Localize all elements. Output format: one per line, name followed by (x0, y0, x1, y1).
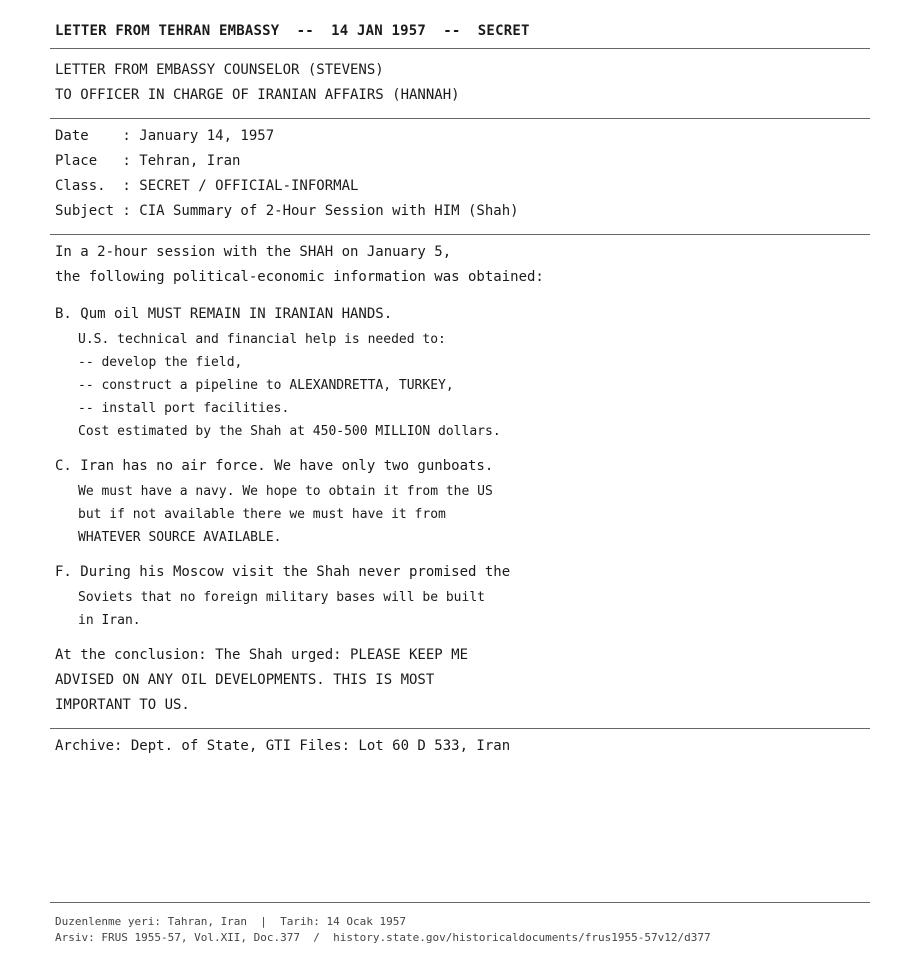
section-f-heading: F. During his Moscow visit the Shah never promised the (55, 564, 511, 580)
intro-line-2: the following political-economic information was obtained: (55, 269, 544, 285)
footer-place-date: Duzenlenme yeri: Tahran, Iran | Tarih: 14 Ocak 1957 (55, 915, 406, 928)
section-b-heading: B. Qum oil MUST REMAIN IN IRANIAN HANDS. (55, 306, 393, 322)
divider-meta (50, 234, 870, 235)
section-b-line: -- install port facilities. (78, 401, 290, 416)
section-c-line: WHATEVER SOURCE AVAILABLE. (78, 530, 282, 545)
conclusion-line: IMPORTANT TO US. (55, 697, 190, 713)
meta-subject: Subject : CIA Summary of 2-Hour Session with HIM (Shah) (55, 203, 519, 219)
footer-source: Arsiv: FRUS 1955-57, Vol.XII, Doc.377 / history.state.gov/historicaldocuments/frus1955-57v12/d377 (55, 931, 711, 944)
address-to: TO OFFICER IN CHARGE OF IRANIAN AFFAIRS (HANNAH) (55, 87, 460, 103)
section-b-line: Cost estimated by the Shah at 450-500 MILLION dollars. (78, 424, 501, 439)
section-b-line: -- develop the field, (78, 355, 243, 370)
meta-date: Date : January 14, 1957 (55, 128, 275, 144)
divider-footer (50, 902, 870, 903)
section-c-heading: C. Iran has no air force. We have only two gunboats. (55, 458, 494, 474)
section-c-line: but if not available there we must have it from (78, 507, 446, 522)
divider-address (50, 118, 870, 119)
section-c-line: We must have a navy. We hope to obtain it from the US (78, 484, 493, 499)
address-from: LETTER FROM EMBASSY COUNSELOR (STEVENS) (55, 62, 384, 78)
archive-reference: Archive: Dept. of State, GTI Files: Lot 60 D 533, Iran (55, 738, 511, 754)
conclusion-line: ADVISED ON ANY OIL DEVELOPMENTS. THIS IS MOST (55, 672, 435, 688)
meta-classification: Class. : SECRET / OFFICIAL-INFORMAL (55, 178, 359, 194)
document-title: LETTER FROM TEHRAN EMBASSY -- 14 JAN 1957 -- SECRET (55, 23, 530, 39)
section-b-line: -- construct a pipeline to ALEXANDRETTA, TURKEY, (78, 378, 454, 393)
conclusion-line: At the conclusion: The Shah urged: PLEASE KEEP ME (55, 647, 469, 663)
intro-line-1: In a 2-hour session with the SHAH on January 5, (55, 244, 452, 260)
section-f-line: in Iran. (78, 613, 141, 628)
divider-title (50, 48, 870, 49)
divider-archive (50, 728, 870, 729)
section-b-line: U.S. technical and financial help is needed to: (78, 332, 446, 347)
section-f-line: Soviets that no foreign military bases will be built (78, 590, 485, 605)
meta-place: Place : Tehran, Iran (55, 153, 241, 169)
